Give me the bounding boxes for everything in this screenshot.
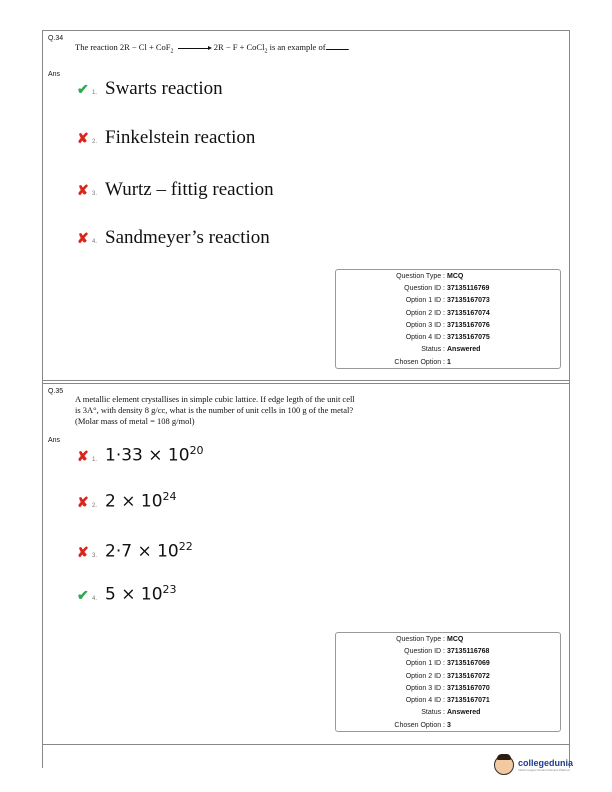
- metadata-label: Question ID :: [404, 284, 445, 292]
- metadata-row: [336, 645, 560, 657]
- metadata-value: 3: [447, 721, 451, 729]
- option-base: 2·7 × 10: [105, 541, 179, 562]
- option-text: Finkelstein reaction: [105, 127, 256, 148]
- cross-icon: ✘: [77, 543, 89, 560]
- metadata-value: 37135167069: [447, 660, 490, 668]
- option-number: 2.: [92, 502, 98, 509]
- reaction-arrow-icon: [178, 48, 210, 49]
- metadata-label: Option 4 ID :: [405, 697, 445, 705]
- option-number: 1.: [92, 456, 98, 463]
- metadata-label: Question Type :: [396, 635, 445, 643]
- option-number: 3.: [92, 191, 98, 197]
- option-exponent: 23: [162, 583, 177, 596]
- metadata-label: Option 1 ID :: [405, 297, 445, 305]
- option-2: [77, 127, 255, 149]
- metadata-value: Answered: [447, 346, 481, 354]
- cross-icon: ✘: [77, 447, 89, 464]
- metadata-value: 37135167073: [447, 297, 490, 305]
- metadata-row: [336, 319, 560, 331]
- metadata-label: Option 3 ID :: [405, 321, 445, 329]
- question-tail: is an example of: [267, 42, 326, 52]
- metadata-label: Chosen Option :: [394, 721, 445, 729]
- metadata-row: [336, 682, 560, 694]
- option-number: 4.: [92, 595, 98, 602]
- logo-text: [518, 758, 573, 772]
- metadata-value: MCQ: [447, 635, 464, 643]
- metadata-value: 37135167074: [447, 309, 490, 317]
- metadata-label: Question Type :: [396, 272, 445, 280]
- cross-icon: ✘: [77, 493, 89, 510]
- check-icon: ✔: [77, 586, 89, 603]
- subscript: 2: [170, 48, 174, 55]
- metadata-value: 37135167075: [447, 334, 490, 342]
- metadata-row: [336, 356, 560, 368]
- option-base: 5 × 10: [105, 584, 163, 605]
- cross-icon: ✘: [77, 182, 89, 198]
- question-text: The reaction 2R − Cl + CoF$_2$ 2R − F + CoCl$_2$ is an example of .: [75, 42, 350, 55]
- option-base: 2 × 10: [105, 491, 163, 512]
- logo-tagline: India's largest Student Review Platform: [518, 768, 571, 772]
- option-1: [77, 444, 204, 466]
- metadata-label: Question ID :: [404, 647, 445, 655]
- metadata-label: Option 2 ID :: [405, 309, 445, 317]
- reaction-reactants: The reaction 2R − Cl + CoF: [75, 42, 171, 52]
- option-1: [77, 78, 223, 100]
- option-number: 4.: [92, 239, 98, 245]
- metadata-label: Status :: [421, 709, 445, 717]
- question-text: [75, 394, 355, 427]
- metadata-row: [336, 344, 560, 356]
- subscript: 2: [264, 48, 268, 55]
- metadata-row: [336, 282, 560, 294]
- metadata-label: Option 4 ID :: [405, 334, 445, 342]
- option-exponent: 22: [178, 540, 193, 553]
- option-text: Wurtz – fittig reaction: [105, 179, 274, 200]
- metadata-row: [336, 270, 560, 282]
- mascot-icon: [494, 755, 514, 775]
- question-metadata: [335, 632, 561, 732]
- cross-icon: ✘: [77, 130, 89, 146]
- metadata-value: 37135116769: [447, 284, 490, 292]
- metadata-label: Option 3 ID :: [405, 684, 445, 692]
- metadata-row: [336, 694, 560, 706]
- metadata-row: [336, 307, 560, 319]
- logo-name: collegedunia: [518, 758, 574, 768]
- metadata-value: 1: [447, 358, 451, 366]
- metadata-row: [336, 707, 560, 719]
- question-line: A metallic element crystallises in simple cubic lattice. If edge legth of the unit cell: [75, 394, 355, 404]
- question-line: is 3A°, with density 8 g/cc, what is the number of unit cells in 100 g of the metal?: [75, 405, 354, 415]
- metadata-row: [336, 719, 560, 731]
- metadata-row: [336, 633, 560, 645]
- metadata-label: Status :: [421, 346, 445, 354]
- ans-label: Ans: [48, 71, 61, 78]
- option-text: Sandmeyer’s reaction: [105, 227, 270, 248]
- metadata-value: MCQ: [447, 272, 464, 280]
- option-number: 2.: [92, 139, 98, 145]
- metadata-row: [336, 331, 560, 343]
- option-text: [105, 540, 193, 562]
- option-text: [105, 583, 177, 605]
- option-4: [77, 227, 270, 249]
- metadata-value: 37135167072: [447, 672, 490, 680]
- metadata-value: 37135167071: [447, 697, 490, 705]
- question-block-34: [43, 30, 569, 381]
- option-3: [77, 540, 193, 562]
- cross-icon: ✘: [77, 230, 89, 246]
- metadata-label: Option 2 ID :: [405, 672, 445, 680]
- question-number: Q.34: [48, 35, 64, 42]
- answer-blank: [326, 49, 348, 50]
- option-text: Swarts reaction: [105, 78, 223, 99]
- metadata-value: 37135167076: [447, 321, 490, 329]
- option-number: 1.: [92, 90, 98, 96]
- option-4: [77, 583, 177, 605]
- check-icon: ✔: [77, 81, 89, 97]
- question-block-35: [43, 383, 569, 745]
- option-exponent: 20: [189, 444, 204, 457]
- metadata-label: Chosen Option :: [394, 358, 445, 366]
- question-metadata: [335, 269, 561, 369]
- option-number: 3.: [92, 552, 98, 559]
- collegedunia-logo: [494, 755, 573, 775]
- page-border-right: [569, 30, 570, 768]
- reaction-products: 2R − F + CoCl: [213, 42, 265, 52]
- ans-label: Ans: [48, 437, 61, 444]
- metadata-row: [336, 295, 560, 307]
- option-3: [77, 179, 274, 201]
- option-base: 1·33 × 10: [105, 445, 190, 466]
- metadata-row: [336, 658, 560, 670]
- option-text: [105, 444, 204, 466]
- question-line: (Molar mass of metal = 108 g/mol): [75, 416, 195, 426]
- metadata-label: Option 1 ID :: [405, 660, 445, 668]
- metadata-value: 37135167070: [447, 684, 490, 692]
- option-2: [77, 490, 177, 512]
- option-exponent: 24: [162, 490, 177, 503]
- metadata-value: Answered: [447, 709, 481, 717]
- option-text: [105, 490, 177, 512]
- metadata-row: [336, 670, 560, 682]
- metadata-value: 37135116768: [447, 647, 490, 655]
- question-number: Q.35: [48, 388, 64, 395]
